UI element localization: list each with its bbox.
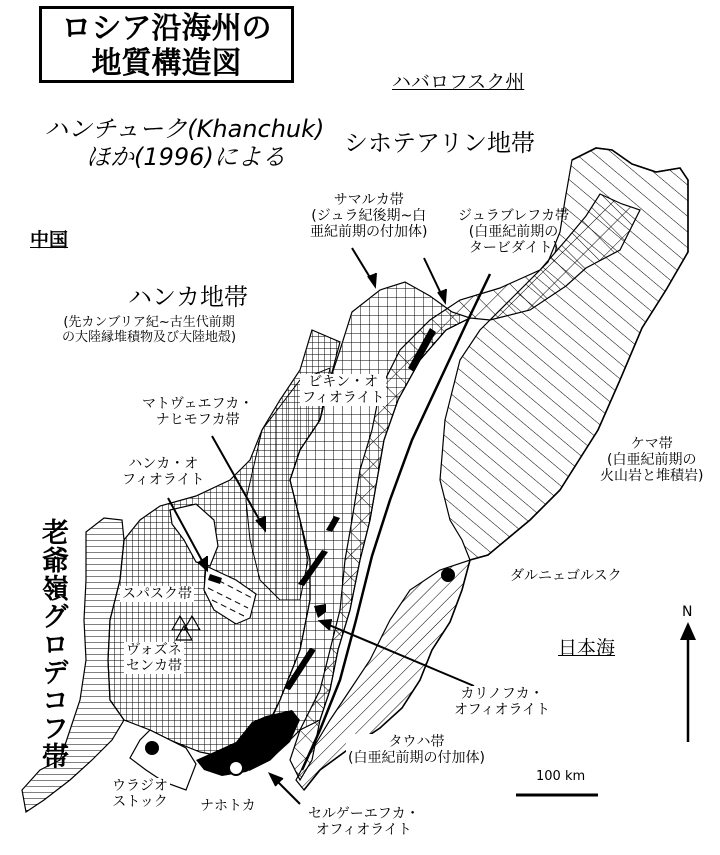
label-bikin-ophiolite: [300, 374, 386, 406]
label-nakhodka: ナホトカ: [200, 798, 256, 814]
label-dalnegorsk: ダルニェゴルスク: [510, 568, 622, 584]
label-spassk: スパスク帯: [122, 586, 192, 602]
taukha-name: タウハ帯: [388, 734, 445, 750]
kalinovka-line-1: カリノフカ・: [460, 686, 544, 702]
samarka-name: サマルカ帯: [333, 192, 404, 208]
label-matveevka: [140, 396, 255, 428]
taukha-desc: (白亜紀前期の付加体): [348, 750, 485, 767]
label-laoyeling-grodekov: 老爺嶺グロデコフ帯: [37, 518, 68, 770]
khanka-desc-line-2: の大陸縁堆積物及び大陸地殻): [62, 329, 237, 345]
label-taukha: [346, 734, 487, 766]
label-voznesenka: [124, 642, 184, 674]
north-arrow-icon: [680, 622, 696, 742]
khanka-desc-line-1: (先カンブリア紀~古生代前期: [63, 315, 235, 330]
map-title: [39, 6, 294, 83]
zhuravlevka-desc-2: タービダイト): [468, 240, 559, 257]
matveevka-line-1: マトヴェエフカ・: [142, 396, 254, 412]
sergeevka-line-2: オフィオライト: [315, 822, 412, 839]
source-line-2: ほか(1996)による: [86, 143, 286, 171]
nakhodka-dot: [229, 761, 243, 775]
samarka-desc-1: (ジュラ紀後期~白: [311, 208, 427, 225]
title-line-1: ロシア沿海州の: [61, 11, 272, 46]
region-china: 中国: [30, 229, 69, 251]
bikin-line-2: フィオライト: [302, 390, 385, 407]
label-samarka: [310, 192, 427, 240]
label-zhuravlevka: [458, 208, 569, 256]
kema-desc-1: (白亜紀前期の: [607, 452, 697, 469]
vladivostok-line-2: ストック: [112, 794, 168, 811]
voznesenka-line-1: ヴォズネ: [126, 642, 182, 658]
label-sergeevka-ophiolite: [306, 806, 422, 838]
voznesenka-line-2: センカ帯: [126, 658, 182, 675]
zhuravlevka-name: ジュラブレフカ帯: [458, 208, 570, 224]
north-label: N: [682, 604, 693, 620]
title-line-2: 地質構造図: [91, 46, 242, 81]
kema-name: ケマ帯: [630, 436, 673, 452]
bikin-line-1: ビキン・オ: [308, 374, 379, 390]
zhuravlevka-desc-1: (白亜紀前期の: [468, 224, 559, 241]
region-sea-of-japan: 日本海: [558, 637, 616, 659]
vladivostok-dot: [145, 741, 159, 755]
scale-label: 100 km: [536, 769, 586, 784]
label-khanka-desc: [62, 316, 236, 346]
kalinovka-line-2: オフィオライト: [454, 702, 551, 719]
dalnegorsk-dot: [441, 568, 455, 582]
label-khanka-belt: ハンカ地帯: [128, 283, 248, 311]
label-khanka-ophiolite: [120, 456, 206, 488]
label-kema: [598, 436, 705, 484]
label-sikhote-alin: シホテアリン地帯: [344, 129, 536, 157]
label-kalinovka-ophiolite: [452, 686, 552, 718]
vladivostok-line-1: ウラジオ: [112, 778, 168, 794]
sergeevka-line-1: セルゲーエフカ・: [308, 806, 420, 822]
kema-desc-2: 火山岩と堆積岩): [600, 468, 704, 485]
khanka-ophiolite-line-2: フィオライト: [122, 472, 205, 489]
khanka-ophiolite-line-1: ハンカ・オ: [128, 456, 199, 472]
samarka-desc-2: 亜紀前期の付加体): [310, 224, 428, 241]
source-line-1: ハンチューク(Khanchuk): [44, 115, 325, 143]
label-vladivostok: [110, 778, 170, 810]
region-khabarovsk: ハバロフスク州: [392, 71, 525, 93]
matveevka-line-2: ナヒモフカ帯: [155, 412, 240, 429]
